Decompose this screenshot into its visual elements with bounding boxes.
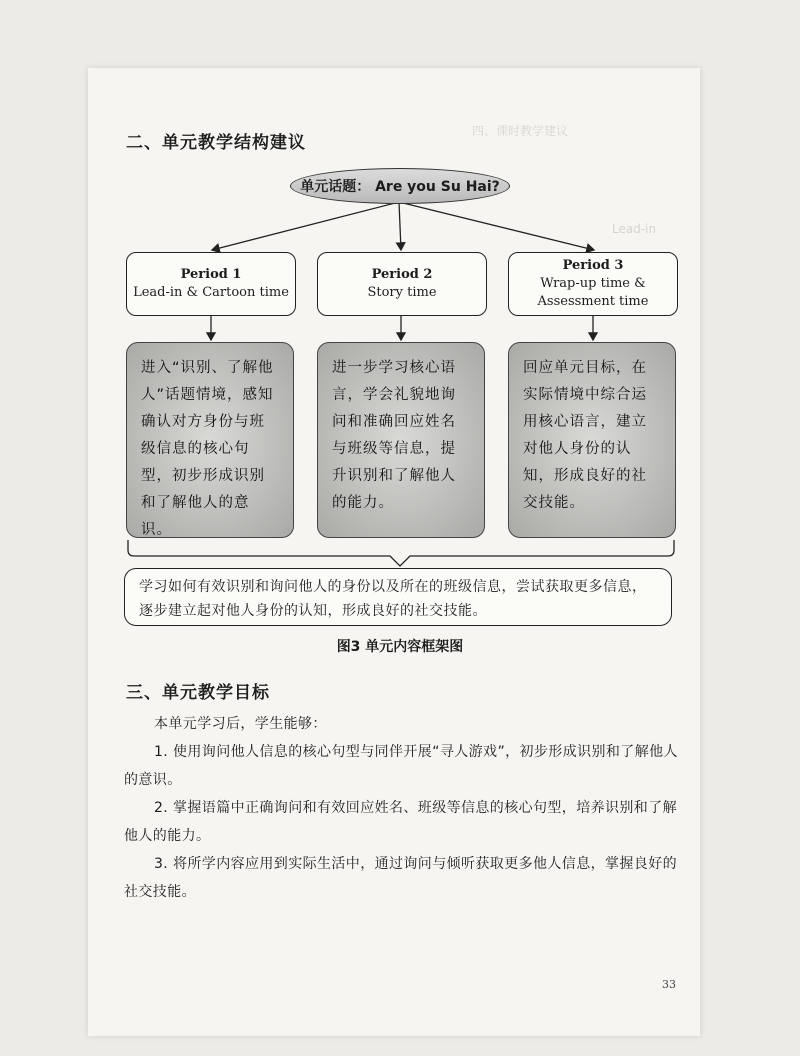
period-3-content: 回应单元目标，在实际情境中综合运用核心语言，建立对他人身份的认知，形成良好的社交技能。 [508,342,676,538]
period-subtitle: Wrap-up time & Assessment time [537,276,649,309]
objective-text: 3. 将所学内容应用到实际生活中，通过询问与倾听获取更多他人信息，掌握良好的社交技能。 [124,856,678,900]
unit-goal-box: 学习如何有效识别和询问他人的身份以及所在的班级信息，尝试获取更多信息，逐步建立起对他人身份的认知，形成良好的社交技能。 [124,568,672,626]
bleed-through-text: Lead-in [612,222,657,236]
period-1-content: 进入“识别、了解他人”话题情境，感知确认对方身份与班级信息的核心句型，初步形成识别和了解他人的意识。 [126,342,294,538]
unit-topic-node: 单元话题： Are you Su Hai? [290,168,510,204]
period-title: Period 2 [371,267,433,282]
period-title: Period 1 [180,267,242,282]
period-3-box [508,252,678,316]
period-2-box [317,252,487,316]
intro-text: 本单元学习后，学生能够： [154,716,327,732]
objective-item-3 [124,850,684,906]
section-heading-objectives: 三、单元教学目标 [126,683,270,703]
period-subtitle: Story time [367,285,437,300]
objective-item-2 [124,794,684,850]
objectives-intro [124,710,684,738]
section-heading-structure: 二、单元教学结构建议 [126,133,306,153]
period-subtitle: Lead-in & Cartoon time [133,285,289,300]
period-2-content: 进一步学习核心语言，学会礼貌地询问和准确回应姓名与班级等信息，提升识别和了解他人的能力。 [317,342,485,538]
objective-text: 2. 掌握语篇中正确询问和有效回应姓名、班级等信息的核心句型，培养识别和了解他人的能力。 [124,800,678,844]
objective-text: 1. 使用询问他人信息的核心句型与同伴开展“寻人游戏”，初步形成识别和了解他人的意识。 [124,744,678,788]
bleed-through-text: 四、课时教学建议 [472,124,569,138]
page-number: 33 [662,978,676,991]
objective-item-1 [124,738,684,794]
period-title: Period 3 [562,258,624,273]
period-1-box [126,252,296,316]
figure-caption: 图3 单元内容框架图 [336,639,464,655]
